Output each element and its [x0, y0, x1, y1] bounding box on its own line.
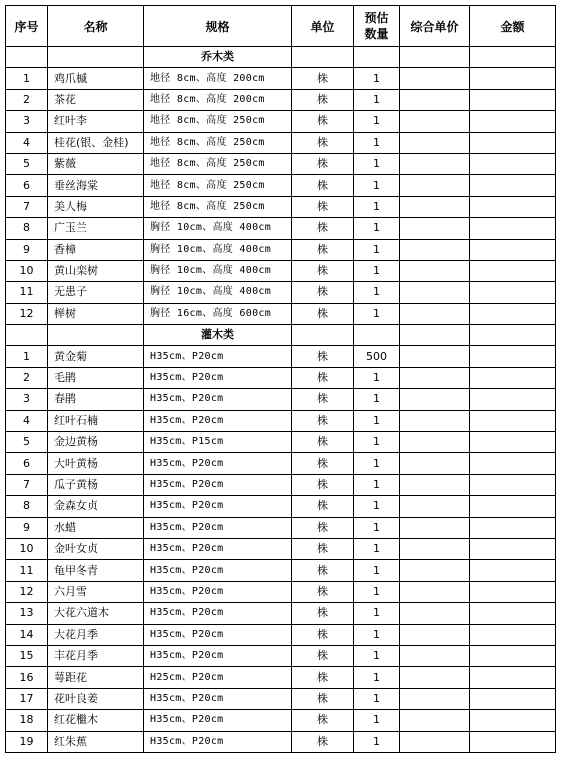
table-row: [6, 474, 556, 495]
row-unit-price: [400, 645, 470, 666]
row-spec: 地径 8cm、高度 250cm: [144, 153, 292, 174]
row-unit: 株: [292, 603, 354, 624]
table-row: [6, 218, 556, 239]
row-spec: H35cm、P20cm: [144, 346, 292, 367]
row-spec: H35cm、P20cm: [144, 538, 292, 559]
header-spec: 规格: [144, 6, 292, 47]
row-name: 香樟: [48, 239, 144, 260]
row-unit-price: [400, 239, 470, 260]
row-no: 10: [6, 538, 48, 559]
row-no: 12: [6, 303, 48, 324]
row-unit-price: [400, 196, 470, 217]
row-name: 桂花(银、金桂): [48, 132, 144, 153]
row-qty: 1: [354, 453, 400, 474]
row-unit-price: [400, 218, 470, 239]
table-row: [6, 603, 556, 624]
row-amount: [470, 132, 556, 153]
row-amount: [470, 282, 556, 303]
row-amount: [470, 432, 556, 453]
row-name: 红叶李: [48, 111, 144, 132]
row-unit: 株: [292, 89, 354, 110]
row-no: 8: [6, 496, 48, 517]
section-empty-cell: [292, 325, 354, 346]
row-amount: [470, 153, 556, 174]
row-spec: 胸径 10cm、高度 400cm: [144, 260, 292, 281]
row-unit: 株: [292, 68, 354, 89]
table-row: [6, 175, 556, 196]
row-name: 六月雪: [48, 581, 144, 602]
row-no: 4: [6, 410, 48, 431]
section-row: [6, 47, 556, 68]
row-unit-price: [400, 111, 470, 132]
row-qty: 1: [354, 389, 400, 410]
row-amount: [470, 89, 556, 110]
row-qty: 1: [354, 239, 400, 260]
row-name: 红叶石楠: [48, 410, 144, 431]
section-no-cell: [6, 325, 48, 346]
row-qty: 1: [354, 538, 400, 559]
section-empty-cell: [400, 325, 470, 346]
row-spec: H35cm、P20cm: [144, 389, 292, 410]
section-empty-cell: [354, 47, 400, 68]
row-name: 大花月季: [48, 624, 144, 645]
row-qty: 1: [354, 517, 400, 538]
row-spec: 胸径 16cm、高度 600cm: [144, 303, 292, 324]
row-no: 15: [6, 645, 48, 666]
row-unit: 株: [292, 731, 354, 752]
row-no: 19: [6, 731, 48, 752]
table-row: [6, 496, 556, 517]
row-spec: 胸径 10cm、高度 400cm: [144, 218, 292, 239]
row-unit: 株: [292, 432, 354, 453]
row-unit: 株: [292, 218, 354, 239]
row-unit-price: [400, 581, 470, 602]
table-row: [6, 710, 556, 731]
table-row: [6, 260, 556, 281]
row-amount: [470, 710, 556, 731]
row-no: 3: [6, 389, 48, 410]
row-spec: H25cm、P20cm: [144, 667, 292, 688]
table-row: [6, 346, 556, 367]
row-amount: [470, 624, 556, 645]
row-amount: [470, 688, 556, 709]
row-qty: 1: [354, 667, 400, 688]
row-unit-price: [400, 410, 470, 431]
table-row: [6, 731, 556, 752]
table-body: [6, 47, 556, 753]
row-unit: 株: [292, 282, 354, 303]
row-qty: 1: [354, 68, 400, 89]
row-qty: 1: [354, 688, 400, 709]
row-unit: 株: [292, 538, 354, 559]
row-amount: [470, 581, 556, 602]
row-unit-price: [400, 153, 470, 174]
row-no: 5: [6, 432, 48, 453]
header-name: 名称: [48, 6, 144, 47]
row-no: 2: [6, 367, 48, 388]
row-spec: 地径 8cm、高度 250cm: [144, 175, 292, 196]
row-unit-price: [400, 389, 470, 410]
row-unit-price: [400, 132, 470, 153]
row-name: 大花六道木: [48, 603, 144, 624]
row-name: 广玉兰: [48, 218, 144, 239]
table-row: [6, 303, 556, 324]
row-name: 榉树: [48, 303, 144, 324]
row-no: 9: [6, 239, 48, 260]
row-qty: 1: [354, 196, 400, 217]
row-spec: 地径 8cm、高度 250cm: [144, 132, 292, 153]
row-no: 17: [6, 688, 48, 709]
section-empty-cell: [470, 325, 556, 346]
row-unit: 株: [292, 111, 354, 132]
header-qty-line1: 预估: [364, 11, 389, 25]
row-name: 美人梅: [48, 196, 144, 217]
row-amount: [470, 560, 556, 581]
row-unit-price: [400, 432, 470, 453]
row-no: 18: [6, 710, 48, 731]
row-unit: 株: [292, 367, 354, 388]
row-unit-price: [400, 453, 470, 474]
row-qty: 1: [354, 560, 400, 581]
row-no: 10: [6, 260, 48, 281]
row-unit-price: [400, 560, 470, 581]
table-row: [6, 239, 556, 260]
row-unit-price: [400, 517, 470, 538]
row-amount: [470, 389, 556, 410]
table-row: [6, 517, 556, 538]
row-unit-price: [400, 175, 470, 196]
table-row: [6, 282, 556, 303]
header-no: 序号: [6, 6, 48, 47]
row-amount: [470, 111, 556, 132]
table-row: [6, 367, 556, 388]
row-no: 11: [6, 560, 48, 581]
row-name: 毛鹃: [48, 367, 144, 388]
row-name: 大叶黄杨: [48, 453, 144, 474]
row-qty: 1: [354, 153, 400, 174]
row-amount: [470, 68, 556, 89]
section-empty-cell: [354, 325, 400, 346]
row-spec: H35cm、P20cm: [144, 645, 292, 666]
row-name: 花叶良姜: [48, 688, 144, 709]
row-qty: 1: [354, 474, 400, 495]
row-unit: 株: [292, 132, 354, 153]
section-title: 乔木类: [144, 47, 292, 68]
row-unit-price: [400, 303, 470, 324]
row-qty: 1: [354, 282, 400, 303]
header-unit-price: 综合单价: [400, 6, 470, 47]
row-unit: 株: [292, 517, 354, 538]
row-spec: H35cm、P20cm: [144, 560, 292, 581]
section-row: [6, 325, 556, 346]
row-unit: 株: [292, 346, 354, 367]
row-unit: 株: [292, 239, 354, 260]
header-unit: 单位: [292, 6, 354, 47]
row-unit-price: [400, 624, 470, 645]
row-qty: 1: [354, 89, 400, 110]
row-amount: [470, 175, 556, 196]
header-qty: [354, 6, 400, 47]
table-row: [6, 560, 556, 581]
row-name: 萼距花: [48, 667, 144, 688]
row-amount: [470, 667, 556, 688]
row-qty: 1: [354, 303, 400, 324]
table-row: [6, 624, 556, 645]
row-qty: 1: [354, 260, 400, 281]
row-spec: 地径 8cm、高度 200cm: [144, 89, 292, 110]
row-spec: H35cm、P15cm: [144, 432, 292, 453]
row-qty: 1: [354, 624, 400, 645]
row-amount: [470, 731, 556, 752]
row-name: 垂丝海棠: [48, 175, 144, 196]
table-row: [6, 68, 556, 89]
table-row: [6, 581, 556, 602]
row-no: 7: [6, 474, 48, 495]
row-name: 春鹃: [48, 389, 144, 410]
row-unit-price: [400, 89, 470, 110]
row-unit-price: [400, 260, 470, 281]
row-spec: 地径 8cm、高度 250cm: [144, 196, 292, 217]
row-no: 7: [6, 196, 48, 217]
row-unit: 株: [292, 389, 354, 410]
row-qty: 1: [354, 645, 400, 666]
row-no: 2: [6, 89, 48, 110]
row-unit: 株: [292, 581, 354, 602]
section-empty-cell: [400, 47, 470, 68]
table-row: [6, 153, 556, 174]
row-spec: H35cm、P20cm: [144, 410, 292, 431]
row-no: 4: [6, 132, 48, 153]
row-spec: H35cm、P20cm: [144, 474, 292, 495]
row-qty: 1: [354, 132, 400, 153]
row-no: 8: [6, 218, 48, 239]
row-no: 6: [6, 453, 48, 474]
row-unit: 株: [292, 688, 354, 709]
row-name: 鸡爪槭: [48, 68, 144, 89]
header-amount: 金额: [470, 6, 556, 47]
plant-quote-table: [5, 5, 556, 753]
row-qty: 1: [354, 603, 400, 624]
row-name: 无患子: [48, 282, 144, 303]
row-unit: 株: [292, 453, 354, 474]
row-unit-price: [400, 667, 470, 688]
row-amount: [470, 260, 556, 281]
row-spec: H35cm、P20cm: [144, 624, 292, 645]
row-name: 丰花月季: [48, 645, 144, 666]
row-name: 金森女贞: [48, 496, 144, 517]
row-name: 红朱蕉: [48, 731, 144, 752]
row-amount: [470, 517, 556, 538]
row-name: 茶花: [48, 89, 144, 110]
row-spec: H35cm、P20cm: [144, 603, 292, 624]
table-row: [6, 432, 556, 453]
section-empty-cell: [292, 47, 354, 68]
row-spec: H35cm、P20cm: [144, 731, 292, 752]
row-unit: 株: [292, 196, 354, 217]
row-spec: H35cm、P20cm: [144, 517, 292, 538]
row-name: 红花檵木: [48, 710, 144, 731]
row-unit-price: [400, 603, 470, 624]
row-unit-price: [400, 367, 470, 388]
row-amount: [470, 346, 556, 367]
row-unit: 株: [292, 645, 354, 666]
table-row: [6, 111, 556, 132]
row-unit: 株: [292, 260, 354, 281]
row-no: 1: [6, 68, 48, 89]
table-row: [6, 196, 556, 217]
table-row: [6, 132, 556, 153]
row-name: 瓜子黄杨: [48, 474, 144, 495]
row-qty: 1: [354, 496, 400, 517]
row-unit: 株: [292, 175, 354, 196]
table-row: [6, 410, 556, 431]
row-unit: 株: [292, 624, 354, 645]
row-amount: [470, 303, 556, 324]
row-unit-price: [400, 346, 470, 367]
row-name: 金叶女贞: [48, 538, 144, 559]
row-no: 1: [6, 346, 48, 367]
table-row: [6, 389, 556, 410]
section-empty-cell: [470, 47, 556, 68]
table-row: [6, 688, 556, 709]
section-no-cell: [6, 47, 48, 68]
row-qty: 1: [354, 731, 400, 752]
row-spec: H35cm、P20cm: [144, 581, 292, 602]
row-no: 11: [6, 282, 48, 303]
row-qty: 1: [354, 432, 400, 453]
row-qty: 1: [354, 581, 400, 602]
row-spec: H35cm、P20cm: [144, 367, 292, 388]
row-unit: 株: [292, 303, 354, 324]
row-unit: 株: [292, 410, 354, 431]
row-name: 黄金菊: [48, 346, 144, 367]
row-unit-price: [400, 731, 470, 752]
row-name: 金边黄杨: [48, 432, 144, 453]
row-unit: 株: [292, 710, 354, 731]
row-qty: 1: [354, 410, 400, 431]
row-spec: 胸径 10cm、高度 400cm: [144, 239, 292, 260]
row-unit-price: [400, 688, 470, 709]
row-amount: [470, 239, 556, 260]
section-name-cell: [48, 47, 144, 68]
row-no: 12: [6, 581, 48, 602]
row-amount: [470, 496, 556, 517]
row-unit: 株: [292, 667, 354, 688]
row-spec: H35cm、P20cm: [144, 496, 292, 517]
row-amount: [470, 218, 556, 239]
row-amount: [470, 367, 556, 388]
row-unit: 株: [292, 474, 354, 495]
row-no: 13: [6, 603, 48, 624]
row-qty: 1: [354, 710, 400, 731]
table-row: [6, 89, 556, 110]
header-row: [6, 6, 556, 47]
table-row: [6, 538, 556, 559]
row-qty: 1: [354, 367, 400, 388]
table-row: [6, 667, 556, 688]
row-unit-price: [400, 282, 470, 303]
header-qty-line2: 数量: [364, 27, 389, 41]
row-unit-price: [400, 538, 470, 559]
row-spec: H35cm、P20cm: [144, 453, 292, 474]
row-unit: 株: [292, 153, 354, 174]
row-spec: H35cm、P20cm: [144, 688, 292, 709]
row-name: 紫薇: [48, 153, 144, 174]
row-amount: [470, 538, 556, 559]
row-no: 6: [6, 175, 48, 196]
row-spec: H35cm、P20cm: [144, 710, 292, 731]
row-name: 龟甲冬青: [48, 560, 144, 581]
row-unit-price: [400, 710, 470, 731]
row-spec: 胸径 10cm、高度 400cm: [144, 282, 292, 303]
row-unit-price: [400, 68, 470, 89]
row-amount: [470, 196, 556, 217]
row-no: 16: [6, 667, 48, 688]
row-qty: 1: [354, 218, 400, 239]
row-no: 3: [6, 111, 48, 132]
row-qty: 1: [354, 111, 400, 132]
row-spec: 地径 8cm、高度 200cm: [144, 68, 292, 89]
row-no: 5: [6, 153, 48, 174]
row-unit-price: [400, 474, 470, 495]
table-row: [6, 645, 556, 666]
row-unit: 株: [292, 496, 354, 517]
row-name: 水蜡: [48, 517, 144, 538]
row-amount: [470, 645, 556, 666]
row-unit: 株: [292, 560, 354, 581]
section-name-cell: [48, 325, 144, 346]
section-title: 灌木类: [144, 325, 292, 346]
row-amount: [470, 474, 556, 495]
row-unit-price: [400, 496, 470, 517]
row-no: 9: [6, 517, 48, 538]
row-name: 黄山栾树: [48, 260, 144, 281]
row-qty: 1: [354, 175, 400, 196]
row-qty: 500: [354, 346, 400, 367]
row-amount: [470, 410, 556, 431]
row-no: 14: [6, 624, 48, 645]
row-spec: 地径 8cm、高度 250cm: [144, 111, 292, 132]
row-amount: [470, 603, 556, 624]
table-row: [6, 453, 556, 474]
row-amount: [470, 453, 556, 474]
